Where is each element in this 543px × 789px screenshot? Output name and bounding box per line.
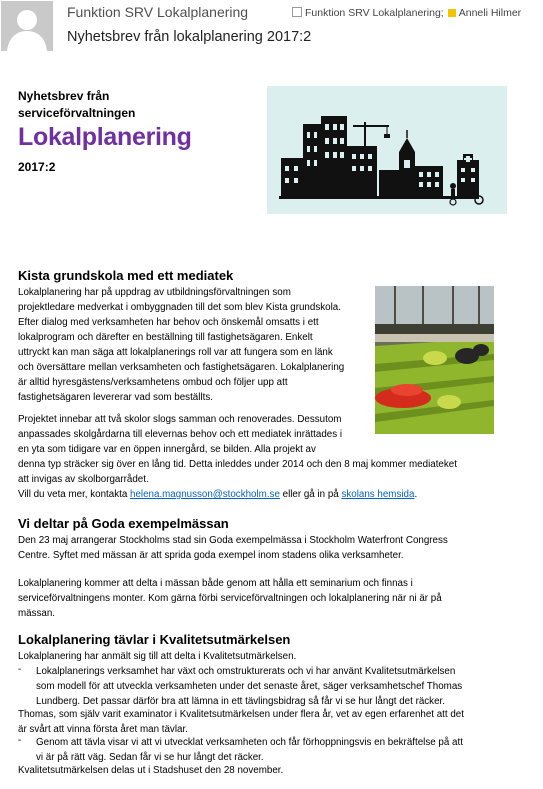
text-line: Lundberg. Det passar därför bra att lämna in ett tävlingsbidrag så får vi se hur långt det räcker. — [36, 696, 445, 707]
newsletter-issue: 2017:2 — [18, 160, 56, 174]
newsletter-title: Lokalplanering — [18, 123, 192, 151]
sender-name[interactable]: Funktion SRV Lokalplanering — [67, 4, 249, 20]
text-line: Lokalplanerings verksamhet har växt och omstrukturerats och vi har använt Kvalitetsutmärkelsen — [36, 666, 456, 677]
text-line: Efter dialog med verksamheten har behov och önskemål omsatts i ett — [18, 317, 319, 328]
recipient-1[interactable]: Funktion SRV Lokalplanering; — [305, 7, 444, 19]
text-line: Den 23 maj arrangerar Stockholms stad sin Goda exempelmässa i Stockholm Waterfront Congress — [18, 535, 448, 546]
text-line: en yta som tidigare var en öppen innergård, se bilden. Alla projekt av — [18, 444, 316, 455]
bullet-marker: - — [18, 735, 22, 746]
sender-avatar[interactable] — [1, 1, 53, 51]
text-line: serviceförvaltningens monter. Kom gärna förbi serviceförvaltningen och lokalplanering när ni är på — [18, 593, 442, 604]
bullet-marker: - — [18, 664, 22, 675]
city-skyline-illustration — [267, 86, 507, 214]
recipient-status-icon — [448, 9, 456, 17]
text-line: Centre. Syftet med mässan är att sprida goda exempel inom stadens olika verksamheter. — [18, 550, 404, 561]
contact-prefix: Vill du veta mer, kontakta — [18, 489, 130, 500]
newsletter-kicker — [18, 88, 218, 122]
text-line: projektledare medverkat i ombyggnaden till det som blev Kista grundskola. — [18, 302, 341, 313]
text-line: och översättare mellan verksamheten och fastighetsägaren. Lokalplanering — [18, 362, 345, 373]
text-line: uttryckt kan man säga att lokalplanerings roll var att fungera som en länk — [18, 347, 333, 358]
recipients-line — [292, 7, 521, 19]
article3-bullet-1 — [36, 664, 462, 709]
text-line: vi är på rätt väg. Sedan får vi se hur långt det räcker. — [36, 752, 264, 763]
email-subject: Nyhetsbrev från lokalplanering 2017:2 — [67, 29, 312, 45]
contact-suffix: . — [414, 489, 418, 500]
article3-bullet-2 — [36, 735, 463, 765]
avatar-placeholder-icon — [1, 1, 53, 51]
article3-middle — [18, 707, 464, 737]
contact-email-link[interactable]: helena.magnusson@stockholm.se — [130, 489, 280, 500]
contact-line — [18, 487, 457, 502]
recipient-2[interactable]: Anneli Hilmer — [458, 7, 522, 19]
text-line: Lokalplanering har på uppdrag av utbildningsförvaltningen som — [18, 287, 291, 298]
article-heading-goda-exempel: Vi deltar på Goda exempelmässan — [18, 516, 229, 531]
school-website-link[interactable]: skolans hemsida — [341, 489, 415, 500]
article2-paragraph-2 — [18, 576, 442, 621]
text-line: Projektet innebar att två skolor slogs samman och renoverades. Dessutom — [18, 414, 342, 425]
text-line: mässan. — [18, 608, 56, 619]
article2-paragraph-1 — [18, 533, 448, 563]
text-line: anpassades skolgårdarna till elevernas behov och ett mediatek inrättades i — [18, 429, 343, 440]
article3-closing: Kvalitetsutmärkelsen delas ut i Stadshuset den 28 november. — [18, 765, 284, 776]
article1-paragraph-2 — [18, 412, 457, 502]
text-line: denna typ sträcker sig över en lång tid. Detta inleddes under 2014 och den 8 maj kommer mediateket — [18, 459, 457, 470]
recipient-checkbox-icon — [292, 7, 302, 17]
text-line: Lokalplanering kommer att delta i mässan både genom att hålla ett seminarium och finnas i — [18, 578, 413, 589]
text-line: är svårt att vinna första året man tävlar. — [18, 724, 188, 735]
text-line: lokalprogram och därefter en beställning till fastighetsägaren. Enkelt — [18, 332, 313, 343]
article-heading-kvalitet: Lokalplanering tävlar i Kvalitetsutmärkelsen — [18, 632, 291, 647]
kicker-line-1: Nyhetsbrev från — [18, 89, 110, 103]
article3-intro: Lokalplanering har anmält sig till att delta i Kvalitetsutmärkelsen. — [18, 651, 297, 662]
email-header — [0, 0, 543, 56]
contact-mid: eller gå in på — [279, 489, 342, 500]
article-heading-kista: Kista grundskola med ett mediatek — [18, 268, 234, 283]
text-line: Thomas, som själv varit examinator i Kvalitetsutmärkelsen under flera år, vet av egen erfarenhet att det — [18, 709, 464, 720]
text-line: som modell för att utveckla verksamheten under det senaste året, säger verksamhetschef Thomas — [36, 681, 463, 692]
article1-paragraph-1 — [18, 285, 344, 405]
text-line: att invigas av skolborgarrådet. — [18, 474, 149, 485]
kicker-line-2: serviceförvaltningen — [18, 106, 136, 120]
text-line: är alltid hyresgästens/verksamhetens ombud och följer upp att — [18, 377, 288, 388]
text-line: fastighetsägaren levererar vad som beställts. — [18, 392, 213, 403]
text-line: Genom att tävla visar vi att vi utvecklat verksamheten och får förhoppningsvis en bekräftelse på att — [36, 737, 463, 748]
